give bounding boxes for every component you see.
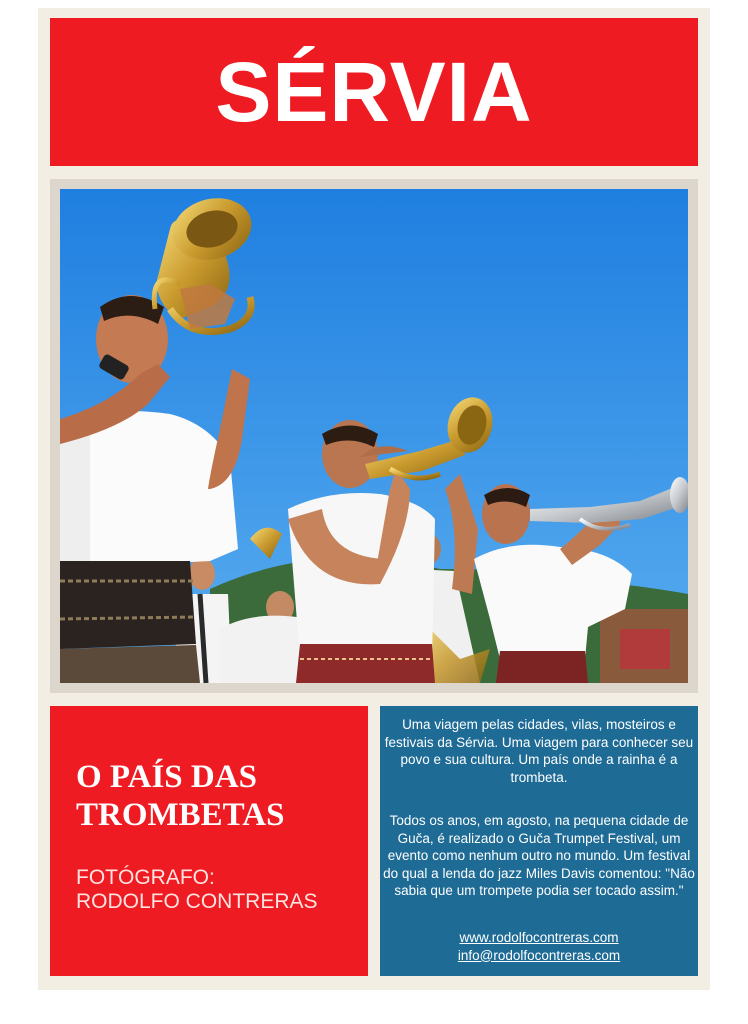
title-banner xyxy=(50,18,698,166)
contact-links xyxy=(380,929,698,964)
poster xyxy=(38,8,710,990)
photo-illustration xyxy=(60,189,688,683)
email-link[interactable]: info@rodolfocontreras.com xyxy=(457,947,621,963)
website-link[interactable]: www.rodolfocontreras.com xyxy=(459,930,619,945)
photo-frame xyxy=(50,179,698,693)
feature-heading: O PAÍS DAS TROMBETAS xyxy=(76,759,285,833)
page-title: SÉRVIA xyxy=(215,44,533,139)
trumpet-players-photo xyxy=(60,189,688,683)
feature-panel xyxy=(50,706,368,976)
description-panel xyxy=(380,706,698,976)
description-paragraph-1: Uma viagem pelas cidades, vilas, mosteiros e festivais da Sérvia. Uma viagem para conhecer seu povo e sua cultura. Um país onde a rainha é a trombeta. xyxy=(384,717,694,785)
description-paragraph-2: Todos os anos, em agosto, na pequena cidade de Guča, é realizado o Guča Trumpet Festival, um evento como nenhum outro no mundo. Um festival do qual a lenda do jazz Miles Davis comentou: "Não sabia que um trompete podia ser tocado assim." xyxy=(383,813,695,898)
photographer-credit: FOTÓGRAFO: RODOLFO CONTRERAS xyxy=(76,866,318,913)
